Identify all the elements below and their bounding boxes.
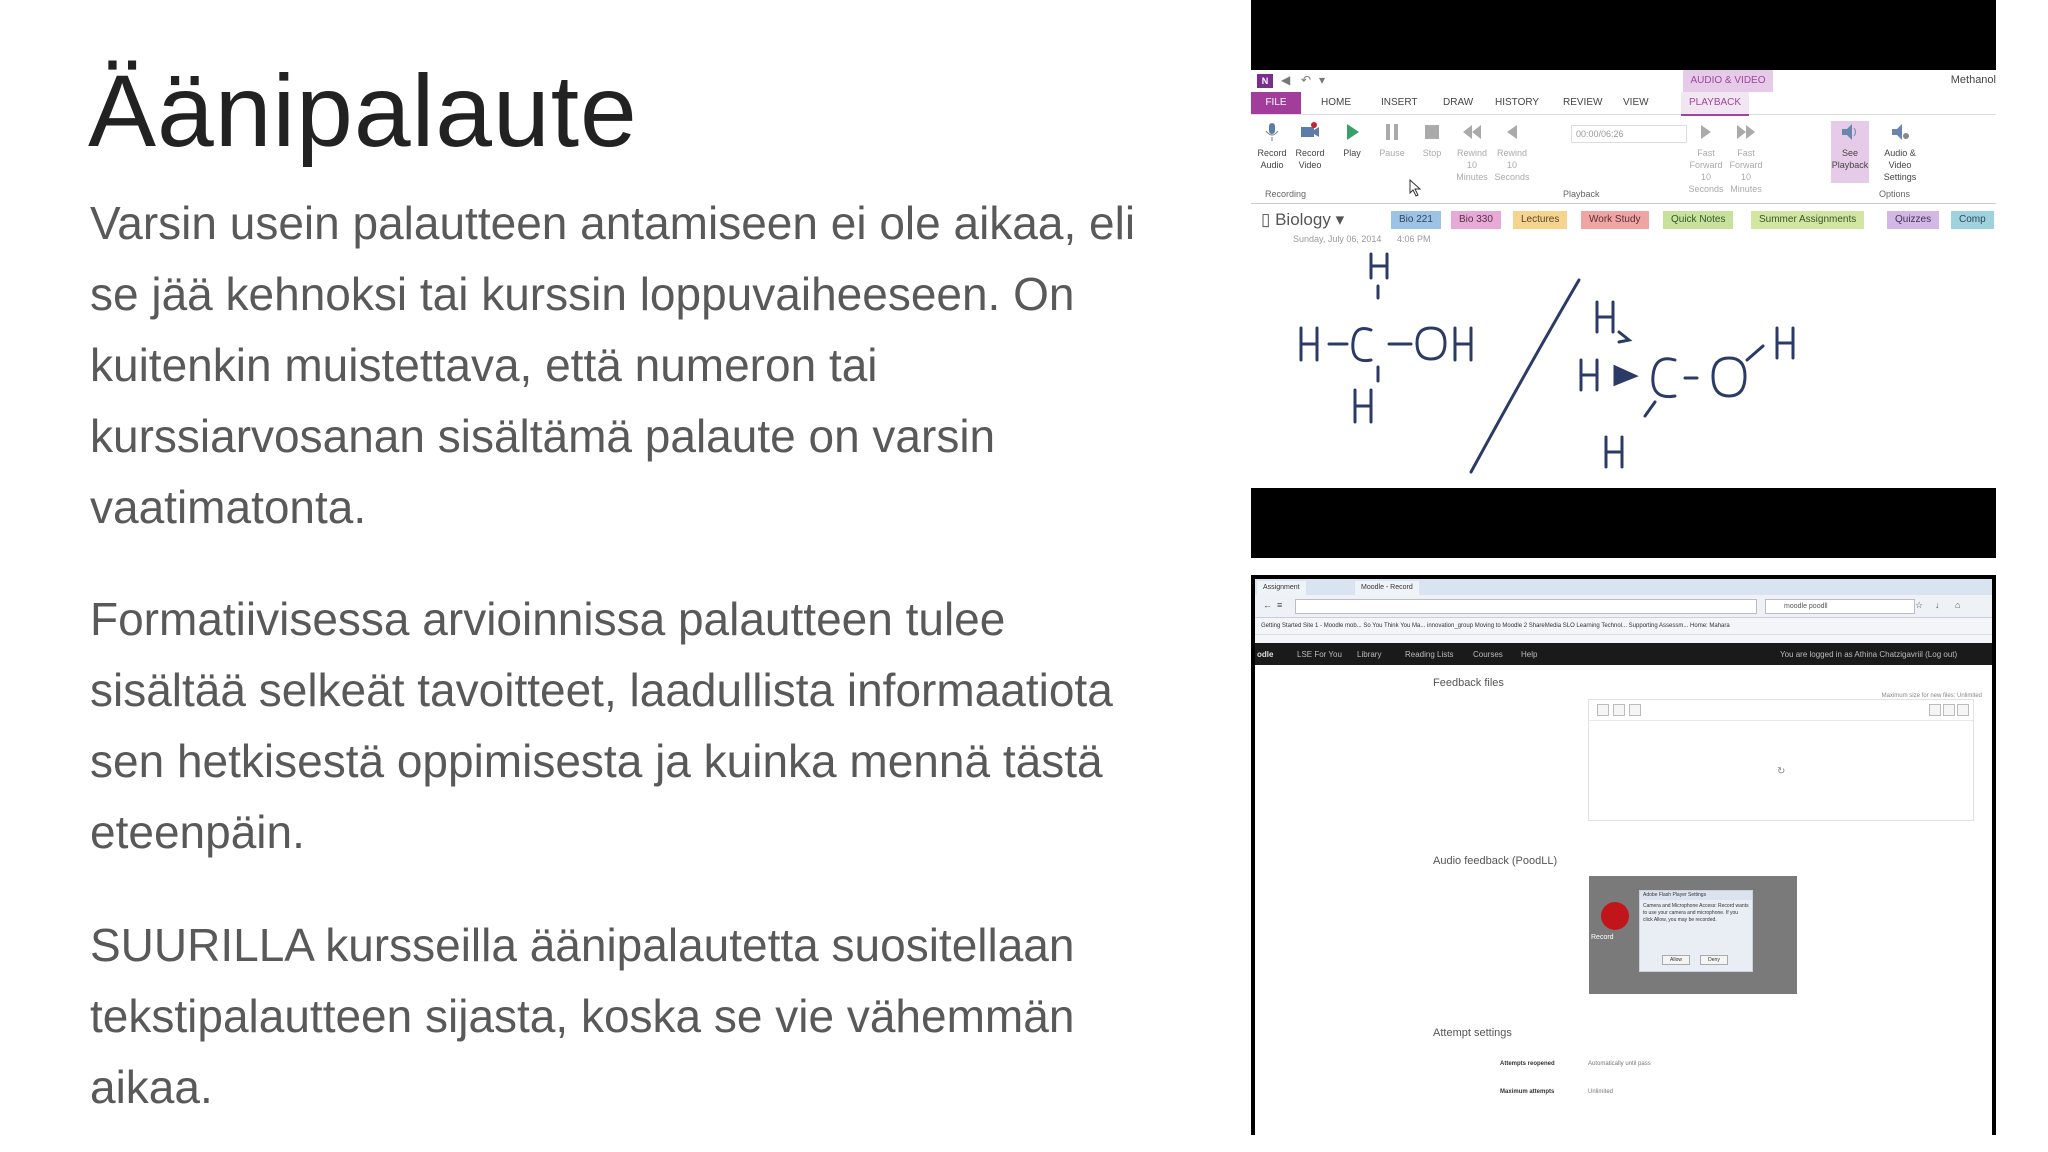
tree-view-icon[interactable]	[1957, 704, 1969, 716]
section-work-study[interactable]: Work Study	[1581, 211, 1649, 229]
url-input[interactable]	[1295, 599, 1757, 614]
tab-review[interactable]: REVIEW	[1563, 97, 1603, 108]
page-time: 4:06 PM	[1397, 234, 1431, 244]
document-title: Methanol	[1950, 74, 1996, 86]
bookmarks-bar[interactable]: Getting Started Site 1 - Moodle mob... So You Think You Ma... innovation_group Moving to Moodle 2 ShareMedia SLO Learning Technol... Supporting Assessm... Home: Mahara	[1255, 618, 1992, 635]
page-date: Sunday, July 06, 2014	[1293, 234, 1382, 244]
nav-reading-lists[interactable]: Reading Lists	[1405, 650, 1454, 659]
feedback-files-label: Feedback files	[1433, 677, 1504, 689]
record-video-label: Record Video	[1295, 148, 1325, 170]
record-label: Record	[1591, 934, 1614, 941]
moodle-content	[1255, 665, 1992, 1135]
play-label: Play	[1343, 148, 1361, 158]
rewind-fast-icon	[1461, 121, 1483, 143]
play-button[interactable]	[1333, 121, 1371, 159]
signin-strip	[1255, 635, 1992, 643]
group-playback: Playback	[1563, 189, 1600, 199]
tab-draw[interactable]: DRAW	[1443, 97, 1474, 108]
record-audio-button[interactable]	[1253, 121, 1291, 171]
attempts-reopened-label: Attempts reopened	[1500, 1061, 1555, 1067]
moodle-logo[interactable]: odle	[1257, 650, 1274, 659]
ink-divider-slash	[1471, 280, 1579, 472]
ff-10-minutes-label: Fast Forward 10 Minutes	[1729, 148, 1763, 194]
section-lectures[interactable]: Lectures	[1513, 211, 1567, 229]
play-icon	[1341, 121, 1363, 143]
ff-10-minutes-button[interactable]	[1727, 121, 1765, 195]
playback-speaker-icon	[1839, 121, 1861, 143]
tab-playback[interactable]: PLAYBACK	[1681, 92, 1749, 116]
attempts-reopened-value[interactable]: Automatically until pass	[1588, 1061, 1651, 1067]
loading-cursor-icon: ↻	[1777, 766, 1786, 777]
see-playback-button[interactable]	[1831, 121, 1869, 183]
flash-permission-dialog	[1639, 890, 1753, 972]
microphone-icon	[1261, 121, 1283, 143]
ink-left-molecule	[1301, 254, 1471, 422]
section-quizzes[interactable]: Quizzes	[1887, 211, 1939, 229]
pause-icon	[1381, 121, 1403, 143]
onenote-titlebar	[1251, 70, 1996, 92]
notebook-name: Biology	[1275, 210, 1331, 229]
slide-title: Äänipalaute	[88, 54, 638, 168]
max-size-note: Maximum size for new files: Unlimited	[1881, 693, 1982, 699]
nav-library[interactable]: Library	[1357, 650, 1382, 659]
ff-10-seconds-button[interactable]	[1687, 121, 1725, 195]
stop-button[interactable]	[1413, 121, 1451, 159]
paragraph-1: Varsin usein palautteen antamiseen ei ole aikaa, eli se jää kehnoksi tai kurssin loppuvaiheeseen. On kuitenkin muistettava, että numeron tai kurssiarvosanan sisältämä palaute on varsin vaatimatonta.	[90, 197, 1136, 533]
moodle-navbar	[1255, 643, 1992, 665]
add-file-icon[interactable]	[1597, 704, 1609, 716]
home-icon[interactable]: ⌂	[1955, 600, 1961, 610]
ff-10-seconds-label: Fast Forward 10 Seconds	[1688, 148, 1724, 194]
maximum-attempts-value[interactable]: Unlimited	[1588, 1089, 1614, 1095]
record-audio-label: Record Audio	[1257, 148, 1287, 170]
list-view-icon[interactable]	[1943, 704, 1955, 716]
allow-button[interactable]: Allow	[1662, 955, 1690, 965]
back-icon[interactable]: ◀	[1281, 73, 1291, 87]
grid-view-icon[interactable]	[1929, 704, 1941, 716]
audio-video-settings-label: Audio & Video Settings	[1883, 148, 1917, 182]
qa-dropdown-icon[interactable]: ▾	[1319, 73, 1326, 87]
menu-icon[interactable]: ≡	[1277, 600, 1283, 610]
context-tab-audio-video: AUDIO & VIDEO	[1683, 70, 1773, 92]
nav-courses[interactable]: Courses	[1473, 650, 1503, 659]
onenote-app-icon: N	[1257, 74, 1273, 88]
note-page	[1251, 232, 1996, 482]
tab-insert[interactable]: INSERT	[1381, 97, 1418, 108]
section-bio-330[interactable]: Bio 330	[1451, 211, 1501, 229]
rewind-10-seconds-label: Rewind 10 Seconds	[1494, 148, 1530, 182]
section-tabs	[1251, 204, 1996, 232]
paragraph-2: Formatiivisessa arvioinnissa palautteen tulee sisältää selkeät tavoitteet, laadullista informaatiota sen hetkisestä oppimisesta ja kuinka mennä tästä eteenpäin.	[90, 593, 1113, 858]
deny-button[interactable]: Deny	[1700, 955, 1728, 965]
poodll-recorder[interactable]	[1589, 876, 1797, 994]
stop-label: Stop	[1422, 148, 1442, 158]
see-playback-label: See Playback	[1831, 148, 1869, 170]
section-comp[interactable]: Comp	[1951, 211, 1994, 229]
browser-search-input[interactable]: moodle poodll	[1765, 599, 1915, 614]
section-summer-assignments[interactable]: Summer Assignments	[1751, 211, 1864, 229]
section-quick-notes[interactable]: Quick Notes	[1663, 211, 1733, 229]
mouse-cursor-icon	[1409, 179, 1423, 197]
browser-window	[1255, 579, 1992, 1135]
ink-right-molecule	[1581, 302, 1793, 467]
paragraph-3: SUURILLA kursseilla äänipalautetta suositellaan tekstipalautteen sijasta, koska se vie vähemmän aikaa.	[90, 919, 1075, 1113]
nav-help[interactable]: Help	[1521, 650, 1538, 659]
address-bar-row	[1255, 595, 1992, 618]
stop-icon	[1421, 121, 1443, 143]
folder-icon[interactable]	[1613, 704, 1625, 716]
back-arrow-icon[interactable]: ←	[1263, 600, 1272, 610]
group-recording: Recording	[1265, 189, 1307, 199]
maximum-attempts-label: Maximum attempts	[1500, 1089, 1555, 1095]
group-options: Options	[1879, 189, 1911, 199]
dialog-text: Camera and Microphone Access: Record wants to use your camera and microphone. If you click Allow, you may be recorded.	[1643, 903, 1749, 923]
browser-tab-record[interactable]: Moodle - Record	[1355, 581, 1419, 595]
tab-history[interactable]: HISTORY	[1495, 97, 1540, 108]
onenote-window	[1251, 70, 1996, 488]
browser-tabs	[1255, 579, 1992, 595]
rewind-10-seconds-button[interactable]	[1493, 121, 1531, 183]
video-camera-icon	[1299, 121, 1321, 143]
audio-video-settings-button[interactable]	[1875, 121, 1925, 183]
logged-in-status[interactable]: You are logged in as Athina Chatzigavriil (Log out)	[1780, 650, 1958, 659]
forward-fast-icon	[1735, 121, 1757, 143]
forward-icon	[1695, 121, 1717, 143]
settings-speaker-icon	[1889, 121, 1911, 143]
record-button[interactable]	[1601, 902, 1629, 930]
playback-time: 00:00/06:26	[1571, 125, 1687, 143]
tab-file[interactable]: FILE	[1251, 92, 1301, 114]
moodle-screenshot	[1251, 575, 1996, 1135]
download-icon[interactable]: ↓	[1935, 600, 1940, 610]
audio-feedback-label: Audio feedback (PoodLL)	[1433, 855, 1558, 867]
attempt-settings-label: Attempt settings	[1433, 1027, 1512, 1039]
rewind-icon	[1501, 121, 1523, 143]
ribbon	[1251, 115, 1996, 204]
rewind-10-minutes-label: Rewind 10 Minutes	[1456, 148, 1488, 182]
rewind-10-minutes-button[interactable]	[1453, 121, 1491, 183]
dialog-title: Adobe Flash Player Settings	[1640, 891, 1752, 900]
pause-label: Pause	[1379, 148, 1405, 158]
record-video-button[interactable]	[1291, 121, 1329, 171]
file-picker[interactable]	[1588, 699, 1974, 821]
undo-icon[interactable]: ↶	[1301, 73, 1312, 87]
section-bio-221[interactable]: Bio 221	[1391, 211, 1441, 229]
tab-home[interactable]: HOME	[1321, 97, 1351, 108]
notebook-selector[interactable]: ▯ Biology ▾	[1261, 210, 1345, 229]
nav-lse-for-you[interactable]: LSE For You	[1297, 650, 1342, 659]
onenote-screenshot	[1251, 0, 1996, 558]
file-picker-toolbar	[1589, 700, 1973, 721]
pause-button[interactable]	[1373, 121, 1411, 159]
tab-view[interactable]: VIEW	[1623, 97, 1649, 108]
browser-tab-assignment[interactable]: Assignment	[1257, 581, 1306, 595]
download-file-icon[interactable]	[1629, 704, 1641, 716]
ribbon-tabs	[1251, 92, 1996, 115]
star-icon[interactable]: ☆	[1915, 600, 1924, 610]
handwritten-molecules	[1251, 232, 1996, 482]
